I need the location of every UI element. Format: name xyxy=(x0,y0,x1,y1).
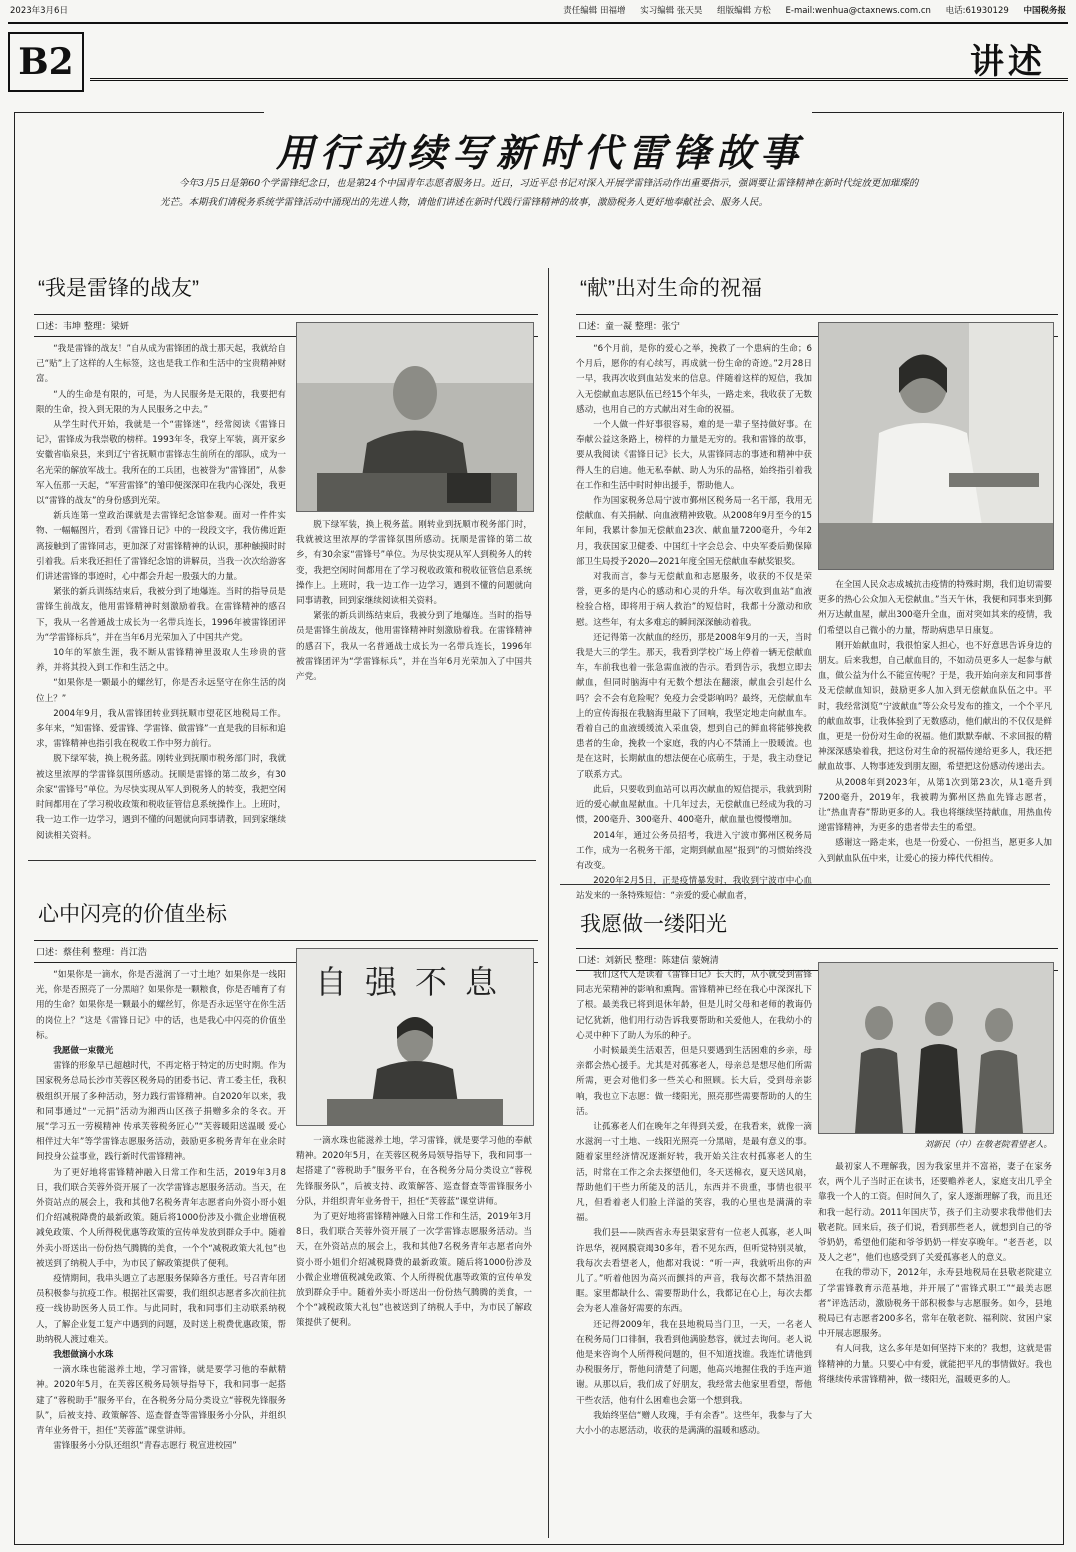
donor-photo-image xyxy=(819,323,1053,569)
subheading: 我愿做一束微光 xyxy=(53,1046,114,1057)
paragraph: “6个月前，是你的爱心之举，挽救了一个患病的生命；6个月后，愿你的有心续写，再成就一份生命的奇迹。”2月28日一早，我再次收到血站发来的信息。伴随着这样的短信，我加入无偿献血志愿队伍已经15个年头，一路走来，我收获了无数感动，也用自己的方式献出对生命的祝福。 xyxy=(576,344,812,415)
header-rule xyxy=(8,22,1068,24)
page-number: B2 xyxy=(8,32,84,92)
article-4-body-col1 xyxy=(576,968,812,1534)
article-3-photo xyxy=(296,948,534,1126)
paragraph: 还记得第一次献血的经历，那是2008年9月的一天，当时我是大三的学生。那天，我看到学校广场上停着一辆无偿献血车，车前我也着一张急需血液的告示。看到告示，我想立即去献血，但同时脑海中有无数个想法在翻滚，献血会引起什么吗？会不会有危险呢？免疫力会受影响吗？最终，无偿献血车上的宣传海报在我脑海里敲下了回响，我坚定地走向献血车。看着自己的血液缓缓流入采血袋，想到自己的鲜血将能够挽救患者的生命，挽救一个家庭，我的内心不禁涌上一股暖流。也是在这时，长期献血的想法便在心底萌生，于是，我主动登记了联系方式。 xyxy=(576,632,812,780)
paragraph: 感谢这一路走来，也是一份爱心、一份担当，愿更多人加入到献血队伍中来，让爱心的接力棒代代相传。 xyxy=(818,838,1052,864)
article-3-title: 心中闪亮的价值坐标 xyxy=(38,903,227,926)
officer-portrait-image xyxy=(297,323,533,511)
frame-top-right-rule xyxy=(812,112,1062,113)
frame-top-left-rule xyxy=(14,112,264,113)
phone-contact: 电话:61930129 xyxy=(945,6,1009,16)
paragraph: 一滴水珠也能滋养土地，学习雷锋，就是要学习他的奉献精神。2020年5月，在芙蓉区税务局领导指导下，我和同事一起搭建了“蓉税助手”服务平台，在各税务分局分类设立“蓉税先锋服务队”，后被支持、政策解答、巡查督查等雷锋服务小分队，并组织青年业务骨干，担任“芙蓉蓝”课堂讲师。 xyxy=(296,1136,532,1207)
paragraph: 对我而言，参与无偿献血和志愿服务，收获的不仅是荣誉，更多的是内心的感动和心灵的升华。每次收到血站“血液检验合格，即将用于病人救治”的短信时，我都十分激动和欣慰。这些年，有太多难忘的瞬间深深触动着我。 xyxy=(576,572,812,628)
paragraph: 紧张的新兵训练结束后，我被分到了地爆连。当时的指导员是雷锋生前战友，他用雷锋精神时刻激励着我。在雷锋精神的感召下，我从一名普通战士成长为一名带兵连长，1996年被雷锋团评为“学雷锋标兵”，并在当年6月光荣加入了中国共产党。 xyxy=(296,611,532,683)
paragraph: 刚开始献血时，我很怕家人担心，也不好意思告诉身边的朋友。后来我想，自己献血目的，不如动员更多人一起参与献血，做公益为什么不能宣传呢？于是，我开始向亲友和同事普及无偿献血知识，鼓励更多人加入到无偿献血队伍之中。平时，我经常浏览“宁波献血”等公众号发布的推文，一个个平凡的献血故事，让我体验到了无数感动，他们献出的不仅仅是鲜血，更是一份份对生命的祝福。他们默默奉献、不求回报的精神深深感染着我，把这份对生命的祝福传递给更多人，我还把献血故事、人物事迹发到朋友圈，希望把这份感动传递出去。 xyxy=(818,640,1052,773)
article-2-body-col2 xyxy=(818,578,1052,876)
paragraph: “如果你是一滴水，你是否滋润了一寸土地？如果你是一线阳光，你是否照亮了一分黑暗？如果你是一颗粮食，你是否哺育了有用的生命？如果你是一颗最小的螺丝钉，你是否永远坚守在你生活的岗位上？”这是《雷锋日记》中的话，也是我心中闪亮的价值坐标。 xyxy=(36,970,286,1041)
paragraph: 紧张的新兵训练结束后，我被分到了地爆连。当时的指导员是雷锋生前战友，他用雷锋精神时刻激励着我。在雷锋精神的感召下，我从一名普通战士成长为一名带兵连长，1996年被雷锋团评为“学雷锋标兵”，并在当年6月光荣加入了中国共产党。 xyxy=(36,587,286,643)
paragraph: 作为国家税务总局宁波市鄞州区税务局一名干部，我用无偿献血、有关捐献、向血液精神致敬。从2008年9月至今的15年间，我累计参加无偿献血23次、献血量7200毫升，今年2月，我获国家卫健委、中国红十字会总会、中央军委后勤保障部卫生局授予2020—2021年度全国无偿献血奉献奖银奖。 xyxy=(576,496,812,567)
paper-name: 中国税务报 xyxy=(1023,6,1066,16)
paragraph: 新兵连第一堂政治课就是去雷锋纪念馆参观。面对一件件实物、一幅幅图片，看到《雷锋日记》中的一段段文字，我仿佛近距离接触到了雷锋同志，更加深了对雷锋精神的认识，那种触摸时时引着我。后来我还担任了雷锋纪念馆的讲解员，当我一次次给游客们讲述雷锋的事迹时，心中都会升起一股强大的力量。 xyxy=(36,511,286,583)
paragraph: 从2008年到2023年，从第1次到第23次，从1毫升到7200毫升，2019年，我被聘为鄞州区热血先锋志愿者，让“热血青春”帮助更多的人。我也将继续坚持献血，用热血传递雷锋精神，为更多的患者带去生的希望。 xyxy=(818,777,1052,834)
page-headline: 用行动续写新时代雷锋故事 xyxy=(275,130,804,175)
paragraph: 雷锋的形象早已超越时代，不再定格于特定的历史时期。作为国家税务总局长沙市芙蓉区税务局的团委书记、青工委主任，我积极组织开展了多种活动，努力践行雷锋精神。自2020年以来，我和同事通过“一元捐”活动为湘西山区孩子捐赠多余的冬衣。开展“学习五一劳模精神 传承芙蓉税务匠心”“芙蓉暖阳送温暖 爱心相伴过大年”等学雷锋志愿服务活动，鼓励更多税务青年在业余时间投身公益事业，践行新时代雷锋精神。 xyxy=(36,1061,286,1163)
paragraph: 我们这代人是读着《雷锋日记》长大的，从小就受到雷锋同志光荣精神的影响和熏陶。雷锋精神已经在我心中深深扎下了根。最美我已将到退休年龄，但是儿时父母和老师的教诲仍记忆犹新，他们用行动告诉我要帮助和关爱他人，在我幼小的心灵中种下了助人为乐的种子。 xyxy=(576,970,812,1041)
article-2-title: “献”出对生命的祝福 xyxy=(580,277,762,300)
email-contact: E-mail:wenhua@ctaxnews.com.cn xyxy=(785,6,931,16)
paragraph: 一个人做一件好事很容易，难的是一辈子坚持做好事。在奉献公益这条路上，榜样的力量是无穷的。我和雷锋的故事，要从我阅读《雷锋日记》长大，从雷锋同志的事迹和精神中获得人生的启迪。他无私奉献、助人为乐的品格，始终指引着我在工作和生活中时时伸出援手，帮助他人。 xyxy=(576,420,812,491)
section-rule xyxy=(90,78,1068,81)
lead-paragraph: 今年3月5日是第60个学雷锋纪念日，也是第24个中国青年志愿者服务日。近日，习近平总书记对深入开展学雷锋活动作出重要指示，强调要让雷锋精神在新时代绽放更加璀璨的光芒。本期我们请税务系统学雷锋活动中涌现出的先进人物，请他们讲述在新时代践行雷锋精神的故事，激励税务人更好地奉献社会、服务人民。 xyxy=(160,178,919,208)
paragraph: “人的生命是有限的，可是，为人民服务是无限的，我要把有限的生命，投入到无限的为人民服务之中去。” xyxy=(36,389,286,415)
issue-date: 2023年3月6日 xyxy=(10,6,68,16)
paragraph: 2014年，通过公务员招考，我进入宁波市鄞州区税务局工作，成为一名税务干部，定期到献血屋“报到”的习惯始终没有改变。 xyxy=(576,830,812,871)
paragraph: 脱下绿军装，换上税务蓝。刚转业到抚顺市税务部门时，我就被这里浓厚的学雷锋氛围所感动。抚顺是雷锋的第二故乡，有30余家“雷锋号”单位。为尽快实现从军人到税务人的转变，我把空闲时间都用在了学习税收政策和税收征管信息系统操作上。上班时，我一边工作一边学习，遇到不懂的问题就向同事请教，回到家继续阅读相关资料。 xyxy=(296,520,532,607)
paragraph: 我始终坚信“赠人玫瑰，手有余香”。这些年，我参与了大大小小的志愿活动，收获的是满满的温暖和感动。 xyxy=(576,1410,812,1437)
paragraph: 2004年9月，我从雷锋团转业到抚顺市望花区地税局工作。多年来，“知雷锋、爱雷锋、学雷锋、做雷锋”一直是我的目标和追求，雷锋精神也指引我在税收工作中努力前行。 xyxy=(36,708,286,750)
article-1-title: “我是雷锋的战友” xyxy=(38,277,199,300)
article-4-photo xyxy=(818,962,1054,1134)
left-section-divider xyxy=(28,860,536,861)
paragraph: 2020年2月5日，正是疫情暴发时，我收到宁波市中心血站发来的一条特殊短信：“亲爱的爱心献血者， xyxy=(576,876,812,902)
section-title: 讲述 xyxy=(970,42,1046,82)
paragraph: 我们县——陕西省永寿县渠家营有一位老人孤寡，老人叫许思华，视网膜衰竭30多年，看不见东西，但听觉特别灵敏，我每次去看望老人，他都对我说：“听一声，我就听出你的声儿了。”听着他因为高兴而颤抖的声音，我每次都不禁热泪盈眶。家里都缺什么、需要帮助什么，我都记在心上，每次去都会为老人准备好需要的东西。 xyxy=(576,1228,812,1315)
article-1-body-col2 xyxy=(296,518,532,852)
article-4-title: 我愿做一缕阳光 xyxy=(580,913,727,936)
paragraph: 从学生时代开始，我就是一个“雷锋迷”，经常阅读《雷锋日记》，雷锋成为我崇敬的榜样。1993年冬，我穿上军装，离开家乡安徽省临泉县，来到辽宁省抚顺市雷锋志生前所在的部队，成为一名光荣的解放军战士。我所在的工兵团，也被誉为“雷锋团”，从参军入伍那一天起，“军营雷锋”的雏印便深深印在我内心深处，我更以“雷锋的战友”的身份感到光荣。 xyxy=(36,420,286,507)
article-2-body-col1 xyxy=(576,342,812,902)
article-1-body-col1 xyxy=(36,342,286,852)
paragraph: 还记得2009年，我在县地税局当门卫，一天，一名老人在税务局门口徘徊，我看到他满脸愁容，就过去询问。老人说他是来咨询个人所得税问题的，但不知道找谁。我连忙请他到办税服务厅，帮他问清楚了问题，他高兴地握住我的手连声道谢。从那以后，我们成了好朋友，我经常去他家里看望，帮他干些农活，他有什么困难也会第一个想到我。 xyxy=(576,1319,812,1406)
subheading: 我想做滴小水珠 xyxy=(53,1350,114,1361)
paragraph: 有人问我，这么多年是如何坚持下来的？我想，这就是雷锋精神的力量。只要心中有爱，就能把平凡的事情做好。我也将继续传承雷锋精神，做一缕阳光，温暖更多的人。 xyxy=(818,1344,1052,1385)
column-divider xyxy=(548,268,549,1538)
paragraph: 脱下绿军装，换上税务蓝。刚转业到抚顺市税务部门时，我就被这里浓厚的学雷锋氛围所感动。抚顺是雷锋的第二故乡，有30余家“雷锋号”单位。为尽快实现从军人到税务人的转变，我把空闲时间都用在了学习税收政策和税收征管信息系统操作上。上班时，我一边工作一边学习，遇到不懂的问题就向同事请教，回到家继续阅读相关资料。 xyxy=(36,754,286,841)
article-3-byline: 口述：蔡佳利 整理：肖江浩 xyxy=(34,940,538,963)
paragraph: “如果你是一颗最小的螺丝钉，你是否永远坚守在你生活的岗位上？” xyxy=(36,678,286,704)
paragraph: 在我的带动下，2012年，永寿县地税局在县敬老院建立了学雷锋教育示范基地，并开展了“雷锋式职工”“最美志愿者”评选活动，激励税务干部积极参与志愿服务。如今，县地税局已有志愿者200多名，常年在敬老院、福利院、贫困户家中开展志愿服务。 xyxy=(818,1268,1052,1340)
paragraph: 疫情期间，我串头遇立了志愿服务保障各方重任。号召青年团员积极参与抗疫工作。根据社区需要，我们组织志愿者多次前往抗疫一线协助医务人员工作。与此同时，我和同事们主动联系纳税人，了解企业复工复产中遇到的问题，及时送上税费优惠政策，帮助纳税人渡过难关。 xyxy=(36,1274,286,1345)
article-1-photo xyxy=(296,322,534,512)
article-3-body-col1 xyxy=(36,968,286,1534)
paragraph: 小时候最美生活艰苦，但是只要遇到生活困难的乡亲，母亲都会热心援手。尤其是对孤寡老人，母亲总是想尽他们所需所需，更会对他们多一些关心和照顾。长大后，受到母亲影响，我也立下志愿：做一缕阳光，照亮那些需要帮助的人的生活。 xyxy=(576,1046,812,1117)
visiting-elderly-image xyxy=(819,963,1053,1133)
article-2-byline: 口述：童一凝 整理：张宁 xyxy=(576,314,1058,337)
article-1-byline: 口述：韦坤 整理：梁妍 xyxy=(34,314,538,337)
paragraph: 此后，只要收到血站可以再次献血的短信提示，我就到附近的爱心献血屋献血。十几年过去，无偿献血已经成为我的习惯，200毫升、300毫升、400毫升，献血量也慢慢增加。 xyxy=(576,784,812,826)
article-2-photo xyxy=(818,322,1054,570)
paragraph: 一滴水珠也能滋养土地，学习雷锋，就是要学习他的奉献精神。2020年5月，在芙蓉区税务局领导指导下，我和同事一起搭建了“蓉税助手”服务平台，在各税务分局分类设立“蓉税先锋服务队”，后被支持、政策解答、巡查督查等雷锋服务小分队，并组织青年业务骨干，担任“芙蓉蓝”课堂讲师。 xyxy=(36,1365,286,1437)
layout-editor-credit: 组版编辑 方松 xyxy=(717,6,771,16)
paragraph: 10年的军旅生涯，我不断从雷锋精神里汲取人生珍贵的营养，并将其投入到工作和生活之中。 xyxy=(36,648,286,674)
article-3-body-col2 xyxy=(296,1134,532,1534)
paragraph: “我是雷锋的战友！”自从成为雷锋团的战士那天起，我就给自己“贴”上了这样的人生标签，这也是我工作和生活中的宝贵精神财富。 xyxy=(36,344,286,385)
paragraph: 为了更好地将雷锋精神融入日常工作和生活，2019年3月8日，我们联合芙蓉外资开展了一次学雷锋志愿服务活动。当天，在外资站点的展会上，我和其他7名税务青年志愿者向外资小哥小姐们介绍减税降费的最新政策。随后将1000份涉及小微企业增值税减免政策、个人所得税优惠等政策的宣传单发放到群众手中。随着外卖小哥送出一份份热气腾腾的美食，一个个“减税政策大礼包”也被送到了纳税人手中，为市民了解政策提供了便利。 xyxy=(36,1167,286,1269)
header-credits xyxy=(551,0,1066,22)
paragraph: 在全国人民众志成城抗击疫情的特殊时期，我们迫切需要更多的热心公众加入无偿献血。”当天午休，我便和同事来到鄞州万达献血屋，献出300毫升全血，面对突如其来的疫情，我们希望以自己微小的力量，帮助病患早日康复。 xyxy=(818,580,1052,636)
article-4-photo-caption: 刘新民（中）在敬老院看望老人。 xyxy=(924,1140,1052,1150)
paragraph: 为了更好地将雷锋精神融入日常工作和生活，2019年3月8日，我们联合芙蓉外资开展了一次学雷锋志愿服务活动。当天，在外资站点的展会上，我和其他7名税务青年志愿者向外资小哥小姐们介绍减税降费的最新政策。随后将1000份涉及小微企业增值税减免政策、个人所得税优惠等政策的宣传单发放到群众手中。随着外卖小哥送出一份份热气腾腾的美食，一个个“减税政策大礼包”也被送到了纳税人手中，为市民了解政策提供了便利。 xyxy=(296,1212,532,1329)
article-4-body-col2 xyxy=(818,1160,1052,1534)
editor-credit: 责任编辑 田福增 xyxy=(563,6,626,16)
intern-editor-credit: 实习编辑 张天昊 xyxy=(640,6,703,16)
page-header xyxy=(0,0,1076,22)
paragraph: 雷锋服务小分队还组织“青春志愿行 税宣进校园” xyxy=(53,1441,237,1452)
photo-banner-text: 自强不息 xyxy=(314,963,515,1001)
paragraph: 最初家人不理解我，因为我家里并不富裕，妻子在家务农，两个儿子当时正在读书，还要赡养老人，家庭支出几乎全靠我一个人的工资。但时间久了，家人逐渐理解了我，而且还和我一起行动。2011年国庆节，孩子们主动要求我带他们去敬老院。回来后，孩子们说，看到那些老人，就想到自己的爷爷奶奶，希望他们能和爷爷奶奶一样安享晚年。“老吾老，以及人之老”，他们也感受到了关爱孤寡老人的意义。 xyxy=(818,1162,1052,1264)
paragraph: 让孤寡老人们在晚年之年得到关爱，在我看来，就像一滴水滋润一寸土地、一线阳光照亮一分黑暗，是最有意义的事。随着家里经济情况逐渐好转，我开始关注农村孤寡老人的生活，时常在工作之余去探望他们，冬天送棉衣，夏天送风扇，帮助他们干些力所能及的活儿，东西并不贵重，事情也很平凡，但看着老人们脸上洋溢的笑容，我的心里也是满满的幸福。 xyxy=(576,1122,812,1224)
article-4-byline: 口述：刘新民 整理：陈建信 蒙婉清 xyxy=(576,948,1058,971)
